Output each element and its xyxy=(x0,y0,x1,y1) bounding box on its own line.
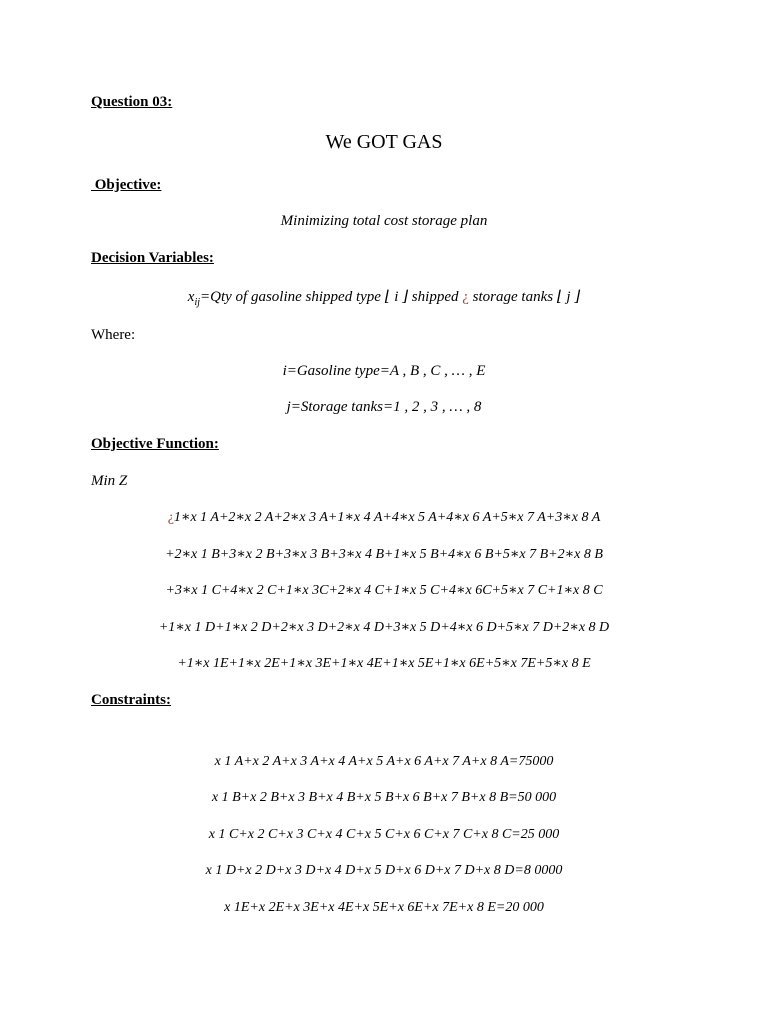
question-heading: Question 03: xyxy=(91,94,173,110)
objective-line-1 xyxy=(0,509,768,526)
objective-line-5: +1∗x 1E+1∗x 2E+1∗x 3E+1∗x 4E+1∗x 5E+1∗x 6E+5∗x 7E+5∗x 8 E xyxy=(177,656,591,671)
decision-variables-heading: Decision Variables: xyxy=(91,250,214,266)
unknown-char-marker: ¿ xyxy=(462,289,469,305)
constraint-b: x 1 B+x 2 B+x 3 B+x 4 B+x 5 B+x 6 B+x 7 B+x 8 B=50 000 xyxy=(211,790,557,805)
objective-text: Minimizing total cost storage plan xyxy=(280,213,488,229)
decision-variable-definition xyxy=(0,287,768,308)
variable-definition-pre: =Qty of gasoline shipped type ⌊ i ⌋ shipped xyxy=(200,289,463,305)
variable-symbol: x xyxy=(187,289,195,305)
index-j-definition: j=Storage tanks=1 , 2 , 3 , … , 8 xyxy=(286,399,482,415)
constraint-e: x 1E+x 2E+x 3E+x 4E+x 5E+x 6E+x 7E+x 8 E=20 000 xyxy=(224,900,544,915)
variable-definition-post: storage tanks ⌊ j ⌋ xyxy=(468,289,581,305)
objective-line-4: +1∗x 1 D+1∗x 2 D+2∗x 3 D+2∗x 4 D+3∗x 5 D+4∗x 6 D+5∗x 7 D+2∗x 8 D xyxy=(158,620,610,635)
variable-subscript: ij xyxy=(194,297,201,308)
objective-function-heading: Objective Function: xyxy=(91,436,219,452)
constraint-a: x 1 A+x 2 A+x 3 A+x 4 A+x 5 A+x 6 A+x 7 A+x 8 A=75000 xyxy=(214,754,554,769)
constraint-d: x 1 D+x 2 D+x 3 D+x 4 D+x 5 D+x 6 D+x 7 D+x 8 D=8 0000 xyxy=(205,863,563,878)
where-label: Where: xyxy=(91,327,136,343)
objective-line-1-text: 1∗x 1 A+2∗x 2 A+2∗x 3 A+1∗x 4 A+4∗x 5 A+4∗x 6 A+5∗x 7 A+3∗x 8 A xyxy=(173,510,601,525)
min-z-label: Min Z xyxy=(91,473,128,489)
objective-line-2: +2∗x 1 B+3∗x 2 B+3∗x 3 B+3∗x 4 B+1∗x 5 B+4∗x 6 B+5∗x 7 B+2∗x 8 B xyxy=(165,547,603,562)
objective-line-3: +3∗x 1 C+4∗x 2 C+1∗x 3C+2∗x 4 C+1∗x 5 C+4∗x 6C+5∗x 7 C+1∗x 8 C xyxy=(165,583,603,598)
objective-heading: Objective: xyxy=(91,177,162,193)
unknown-char-marker: ¿ xyxy=(167,510,174,525)
constraints-heading: Constraints: xyxy=(91,692,172,708)
document-title: We GOT GAS xyxy=(325,131,443,153)
index-i-definition: i=Gasoline type=A , B , C , … , E xyxy=(282,363,486,379)
constraint-c: x 1 C+x 2 C+x 3 C+x 4 C+x 5 C+x 6 C+x 7 C+x 8 C=25 000 xyxy=(208,827,560,842)
